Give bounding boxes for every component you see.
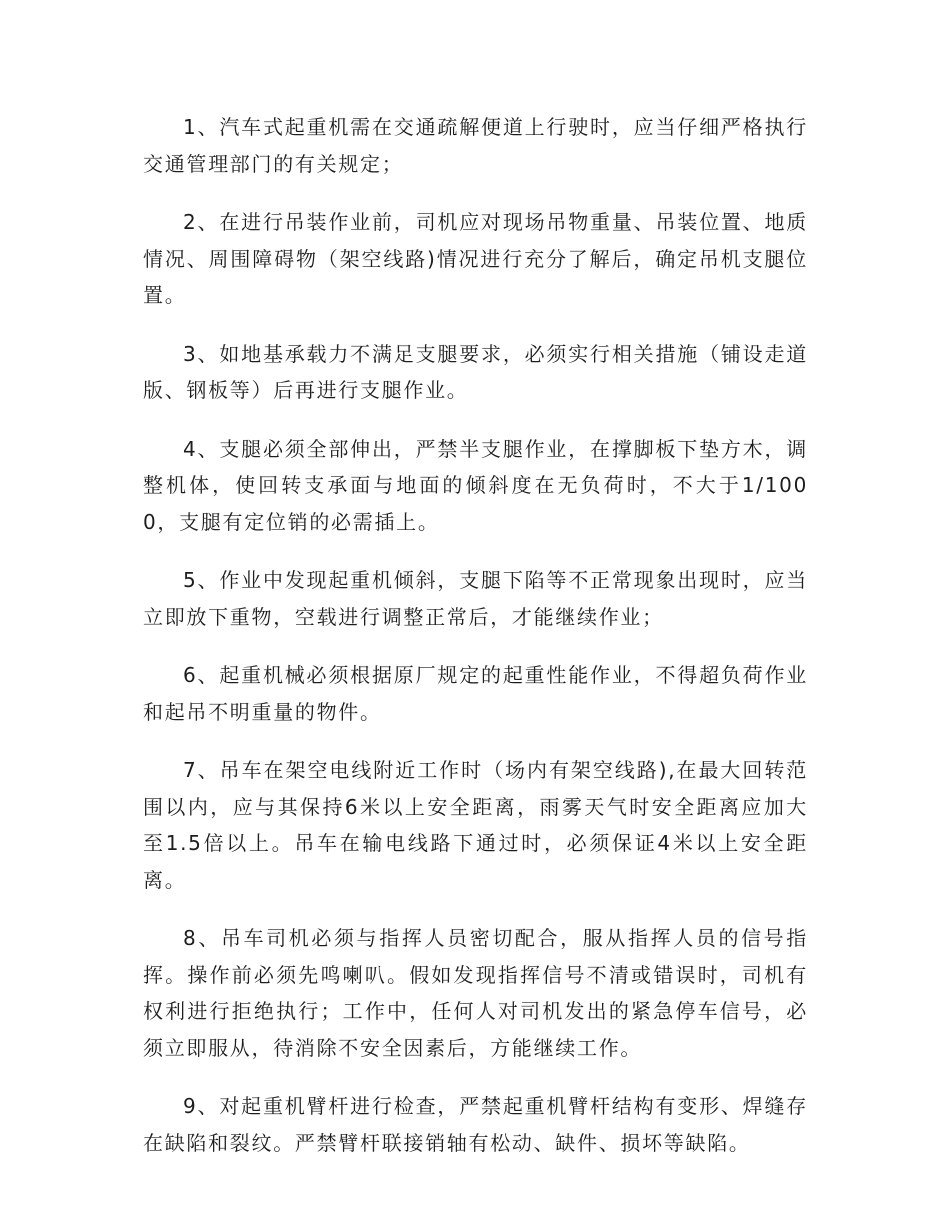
paragraph-8: 8、吊车司机必须与指挥人员密切配合，服从指挥人员的信号指挥。操作前必须先鸣喇叭。假如发现指挥信号不清或错误时，司机有权利进行拒绝执行；工作中，任何人对司机发出的紧急停车信号，必须立即服从，待消除不安全因素后，方能继续工作。 — [143, 926, 808, 1060]
document-body — [143, 109, 808, 1183]
paragraph-6: 6、起重机械必须根据原厂规定的起重性能作业，不得超负荷作业和起吊不明重量的物件。 — [143, 663, 808, 724]
paragraph-4: 4、支腿必须全部伸出，严禁半支腿作业，在撑脚板下垫方木，调整机体，使回转支承面与地面的倾斜度在无负荷时，不大于1/1000，支腿有定位销的必需插上。 — [143, 436, 808, 534]
paragraph-2: 2、在进行吊装作业前，司机应对现场吊物重量、吊装位置、地质情况、周围障碍物（架空线路)情况进行充分了解后，确定吊机支腿位置。 — [143, 210, 808, 307]
paragraph-7: 7、吊车在架空电线附近工作时（场内有架空线路),在最大回转范围以内，应与其保持6米以上安全距离，雨雾天气时安全距离应加大至1.5倍以上。吊车在输电线路下通过时，必须保证4米以上安全距离。 — [143, 758, 808, 892]
paragraph-1: 1、汽车式起重机需在交通疏解便道上行驶时，应当仔细严格执行交通管理部门的有关规定； — [143, 115, 808, 176]
paragraph-3: 3、如地基承载力不满足支腿要求，必须实行相关措施（铺设走道版、钢板等）后再进行支腿作业。 — [143, 341, 808, 402]
paragraph-5: 5、作业中发现起重机倾斜，支腿下陷等不正常现象出现时，应当立即放下重物，空载进行调整正常后，才能继续作业； — [143, 568, 808, 629]
paragraph-9: 9、对起重机臂杆进行检查，严禁起重机臂杆结构有变形、焊缝存在缺陷和裂纹。严禁臂杆联接销轴有松动、缺件、损坏等缺陷。 — [143, 1094, 808, 1155]
